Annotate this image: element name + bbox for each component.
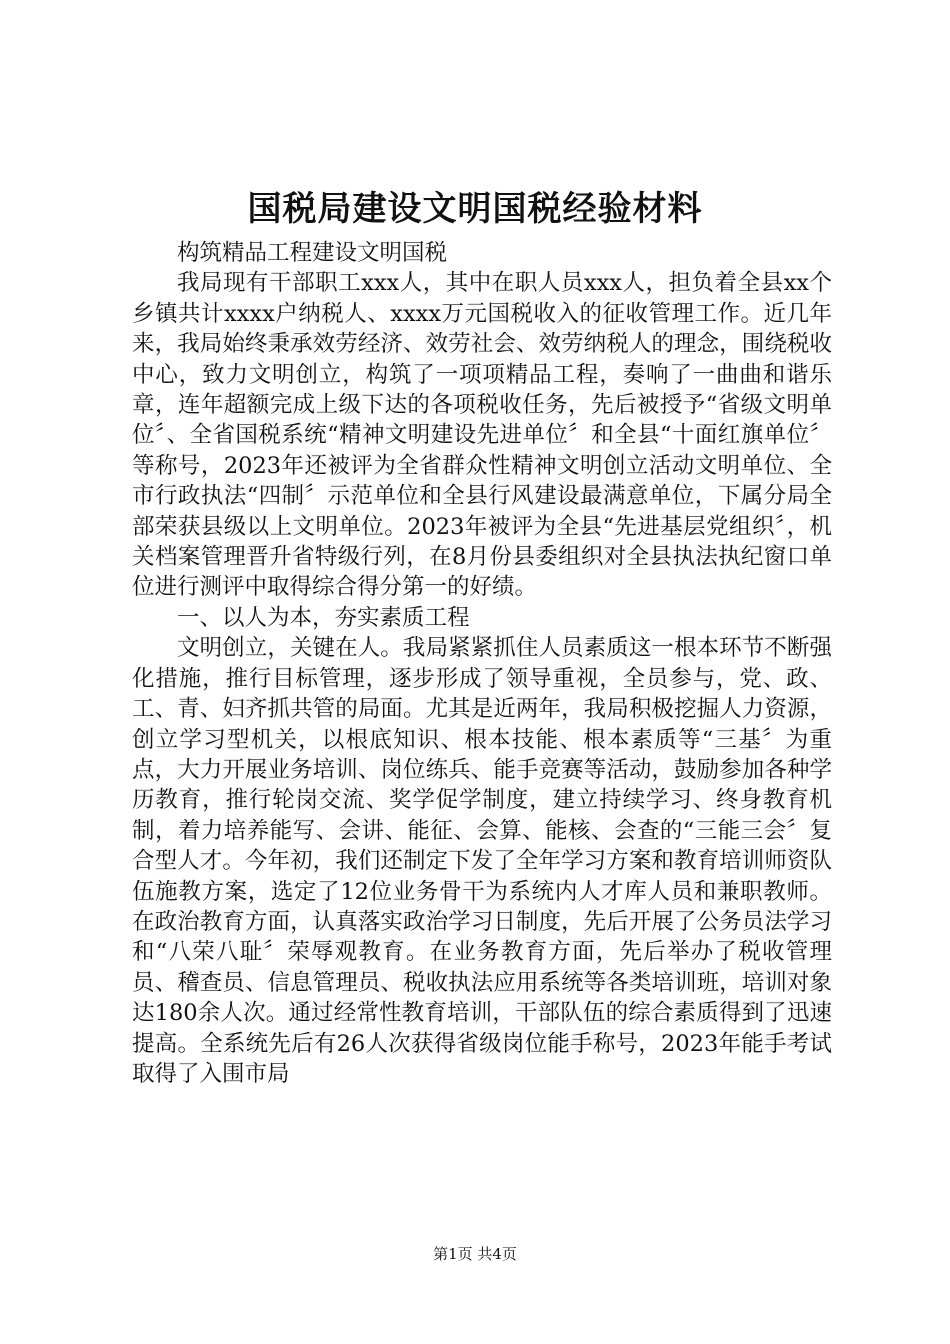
body-paragraph: 我局现有干部职工xxx人，其中在职人员xxx人，担负着全县xx个乡镇共计xxxx户纳税人、xxxx万元国税收入的征收管理工作。近几年来，我局始终秉承效劳经济、效劳社会、效劳纳税人的理念，围绕税收中心，致力文明创立，构筑了一项项精品工程，奏响了一曲曲和谐乐章，连年超额完成上级下达的各项税收任务，先后被授予“省级文明单位〞、全省国税系统“精神文明建设先进单位〞和全县“十面红旗单位〞等称号，2023年还被评为全省群众性精神文明创立活动文明单位、全市行政执法“四制〞示范单位和全县行风建设最满意单位，下属分局全部荣获县级以上文明单位。2023年被评为全县“先进基层党组织〞，机关档案管理晋升省特级行列，在8月份县委组织对全县执法执纪窗口单位进行测评中取得综合得分第一的好绩。 (132, 270, 832, 601)
section-heading: 一、以人为本，夯实素质工程 (177, 604, 470, 631)
subtitle-paragraph: 构筑精品工程建设文明国税 (177, 240, 448, 266)
page-number: 第1页 共4页 (433, 1245, 517, 1263)
document-body (132, 238, 832, 1089)
body-paragraph: 文明创立，关键在人。我局紧紧抓住人员素质这一根本环节不断强化措施，推行目标管理，逐步形成了领导重视，全员参与，党、政、工、青、妇齐抓共管的局面。尤其是近两年，我局积极挖掘人力资源，创立学习型机关，以根底知识、根本技能、根本素质等“三基〞为重点，大力开展业务培训、岗位练兵、能手竞赛等活动，鼓励参加各种学历教育，推行轮岗交流、奖学促学制度，建立持续学习、终身教育机制，着力培养能写、会讲、能征、会算、能核、会查的“三能三会〞复合型人才。今年初，我们还制定下发了全年学习方案和教育培训师资队伍施教方案，选定了12位业务骨干为系统内人才库人员和兼职教师。在政治教育方面，认真落实政治学习日制度，先后开展了公务员法学习和“八荣八耻〞荣辱观教育。在业务教育方面，先后举办了税收管理员、稽查员、信息管理员、税收执法应用系统等各类培训班，培训对象达180余人次。通过经常性教育培训，干部队伍的综合素质得到了迅速提高。全系统先后有26人次获得省级岗位能手称号，2023年能手考试取得了入围市局 (132, 635, 832, 1087)
document-title: 国税局建设文明国税经验材料 (247, 189, 703, 229)
